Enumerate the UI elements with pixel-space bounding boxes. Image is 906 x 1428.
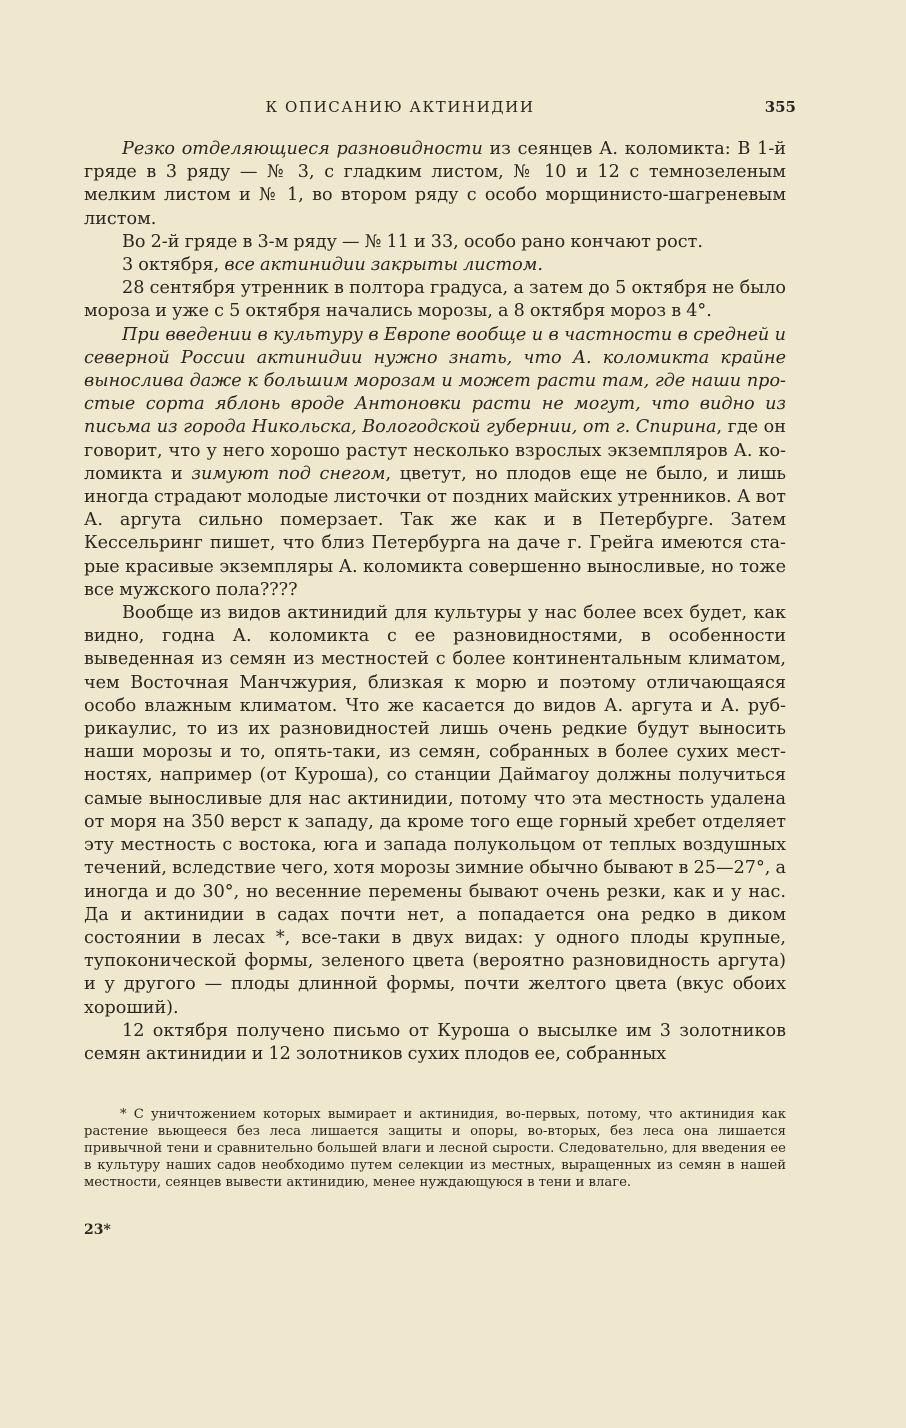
text-run: , где он говорит, что у него хорошо растут несколько взрослых экземпляров А. коломикта и [84,417,786,484]
footnote-text: * С уничтожением которых вымирает и актинидия, во-первых, потому, что актинидия как растение вьющееся без леса лишается защиты и опоры, во-вторых, без леса она лишается привычной тени и сравнительно большей влаги и лесной сырости. Следовательно, для введения ее в культуру наших садов необходимо путем селекции из местных, выращенных из семян в нашей местности, сеянцев вывести актинидию, менее нуждающуюся в тени и влаге. [84,1107,786,1190]
text-run: 3 октября, [122,255,225,276]
paragraph [84,1020,786,1066]
running-header [0,98,906,120]
paragraph [84,324,786,602]
text-run: из сеянцев А. коломикта: В 1-й гряде в 3 ряду — № 3, с гладким листом, № 10 и 12 с темнозеленым мелким листом и № 1, во втором ряду с особо морщинисто-шагреневым листом. [84,139,786,229]
italic-phrase: зимуют под снегом [191,463,386,484]
main-text [84,138,786,1066]
paragraph [84,231,786,254]
footnote [84,1106,786,1191]
text-run: , цветут, но плодов еще не было, и лишь иногда страдают молодые листочки от поздних майских утренников. А вот А. аргута сильно померзает. Так же как и в Петербурге. Затем Кессельринг пишет, что близ Петербурга на даче г. Грейга имеются старые красивые экземпляры А. коломикта совершенно выносливые, но тоже все мужского пола???? [84,463,787,600]
italic-phrase: Резко отделяющиеся разновидности [122,139,483,159]
italic-phrase: все актинидии закрыты листом. [224,255,543,276]
paragraph [84,277,786,323]
paragraph [84,254,786,277]
text-run: 12 октября получено письмо от Куроша о высылке им 3 золотников семян актинидии и 12 золотников сухих плодов ее, собранных [84,1020,786,1064]
printer-signature: 23* [84,1222,111,1238]
text-run: Вообще из видов актинидий для культуры у нас более всех будет, как видно, годна А. коломикта с ее разновидностями, в особенности выведенная из семян из местностей с более континентальным климатом, чем Восточная Манчжурия, близкая к морю и поэтому отличающаяся особо влажным климатом. Что же касается до видов А. аргута и А. рубрикаулис, то из их разновидностей лишь очень редкие будут выносить наши морозы и то, опять-таки, из семян, собранных в более сухих местностях, например (от Куроша), со станции Даймагоу должны получиться самые выносливые для нас актинидии, потому что эта местность удалена от моря на 350 верст к западу, да кроме того еще горный хребет отделяет эту местность с востока, юга и запада полукольцом от теплых воздушных течений, вследствие чего, хотя морозы зимние обычно бывают в 25—27°, а иногда и до 30°, но весенние перемены бывают очень резки, как и у нас. Да и актинидии в садах почти нет, а попадается она редко в диком состоянии в лесах *, все-таки в двух видах: у одного плоды крупные, тупоконической формы, зеленого цвета (вероятно разновидность аргута) и у другого — плоды длинной формы, почти желтого цвета (вкус обоих хороший). [84,603,786,1018]
text-run: 28 сентября утренник в полтора градуса, а затем до 5 октября не было мороза и уже с 5 октября начались морозы, а 8 октября мороз в 4°. [84,278,786,322]
paragraph [84,138,786,231]
chapter-title: К ОПИСАНИЮ АКТИНИДИИ [265,98,535,116]
italic-phrase: При введении в культуру в Европе вообще и в частности в средней и северной России актинидии нужно знать, что А. коломикта крайне вынослива даже к большим морозам и может расти там, где наши простые сорта яблонь вроде Антоновки расти не могут, что видно из письма из города Никольска, Вологодской губернии, от г. Спирина [84,324,786,438]
page-number: 355 [764,98,796,116]
paragraph [84,602,786,1020]
text-run: Во 2-й гряде в 3-м ряду — № 11 и 33, особо рано кончают рост. [122,231,703,252]
